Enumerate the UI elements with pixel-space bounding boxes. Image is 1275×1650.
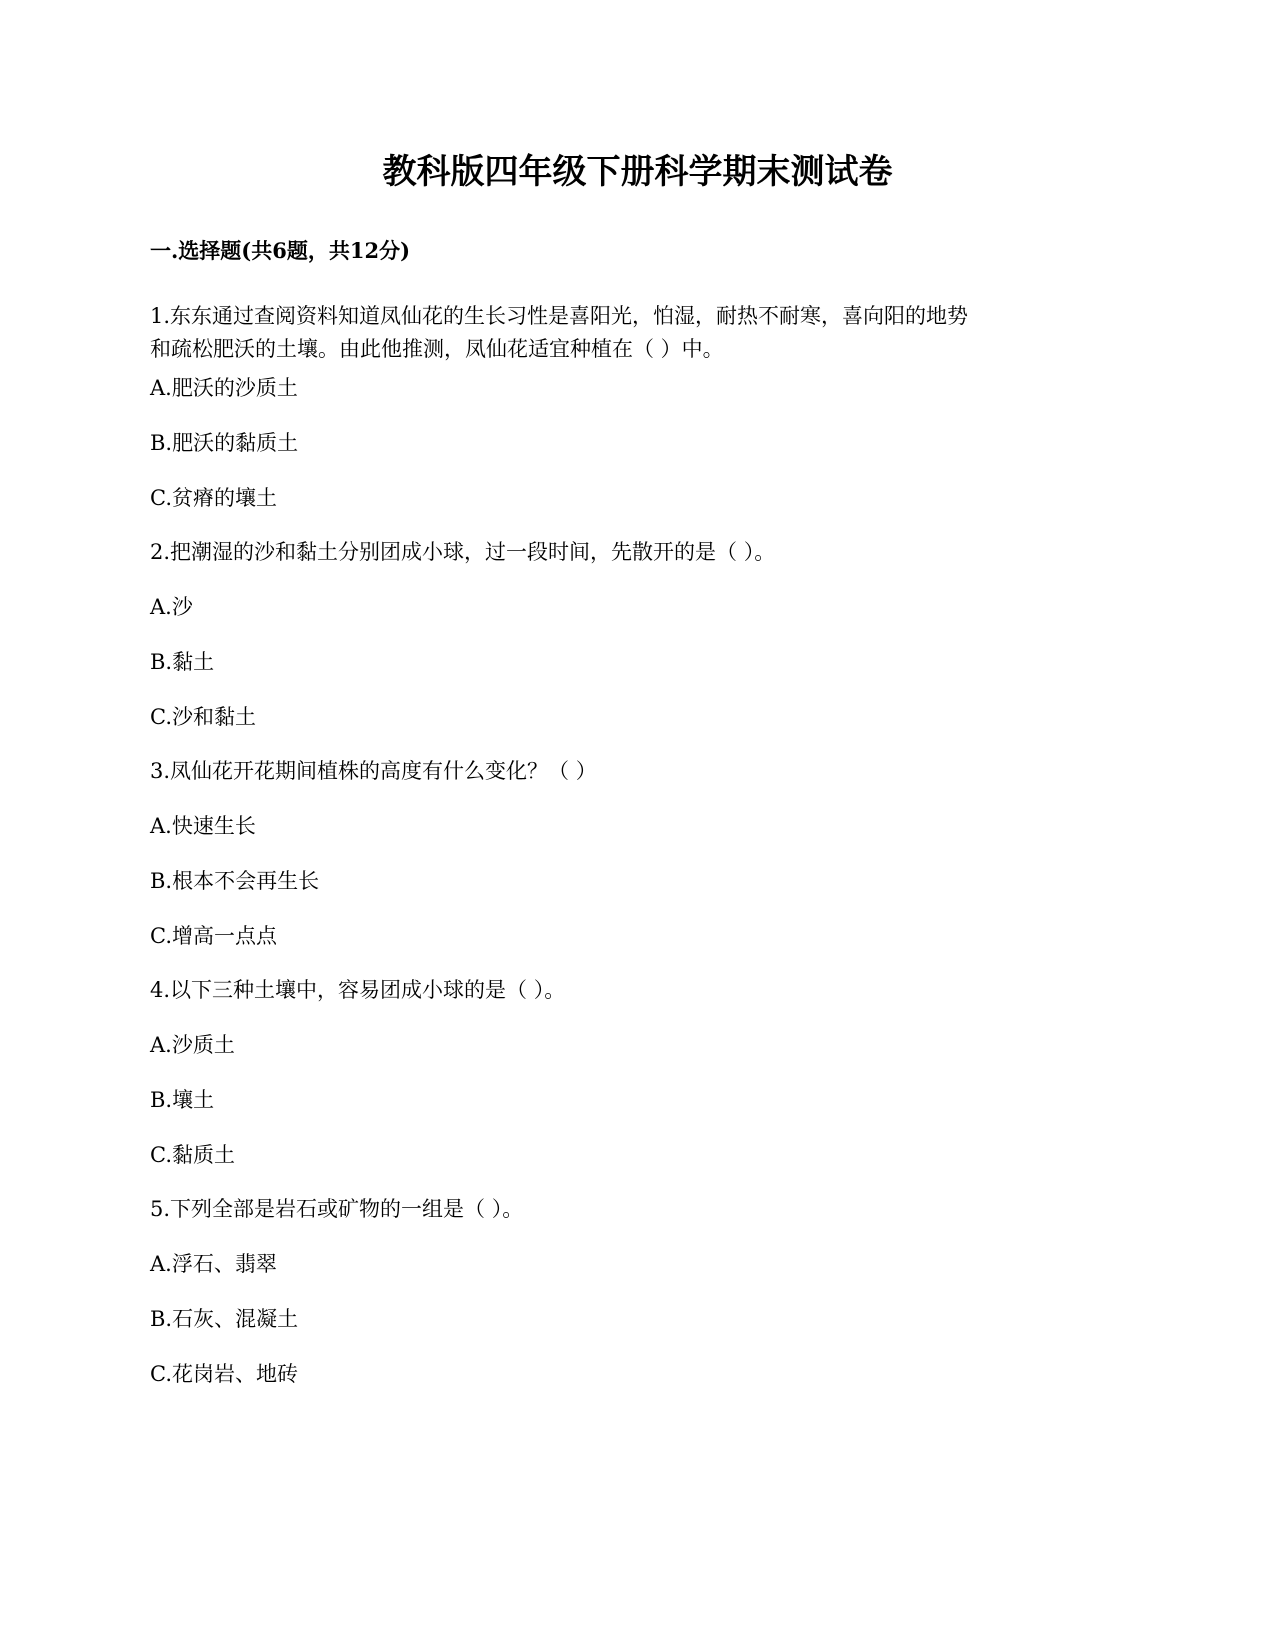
question-1-stem-line-1: 1.东东通过查阅资料知道凤仙花的生长习性是喜阳光，怕湿，耐热不耐寒，喜向阳的地势 xyxy=(150,304,969,328)
question-5-stem: 5.下列全部是岩石或矿物的一组是（ ）。 xyxy=(150,1197,524,1221)
section-heading: 一.选择题(共6题，共12分) xyxy=(150,238,411,263)
question-2-stem: 2.把潮湿的沙和黏土分别团成小球，过一段时间，先散开的是（ ）。 xyxy=(150,540,776,564)
question-1-option-b: B.肥沃的黏质土 xyxy=(150,431,299,455)
question-4-option-c: C.黏质土 xyxy=(150,1143,235,1167)
question-3-stem: 3.凤仙花开花期间植株的高度有什么变化？（ ） xyxy=(150,759,597,783)
question-1-option-a: A.肥沃的沙质土 xyxy=(150,376,298,400)
question-4-option-a: A.沙质土 xyxy=(150,1033,235,1057)
page-title: 教科版四年级下册科学期末测试卷 xyxy=(382,152,893,192)
question-3-option-b: B.根本不会再生长 xyxy=(150,869,320,893)
question-5-option-c: C.花岗岩、地砖 xyxy=(150,1362,298,1386)
question-2-option-a: A.沙 xyxy=(150,595,193,619)
question-1-option-c: C.贫瘠的壤土 xyxy=(150,486,277,510)
question-5-option-a: A.浮石、翡翠 xyxy=(150,1252,277,1276)
question-1-stem-line-2: 和疏松肥沃的土壤。由此他推测，凤仙花适宜种植在（ ）中。 xyxy=(150,337,724,361)
question-2-option-b: B.黏土 xyxy=(150,650,215,674)
question-2-option-c: C.沙和黏土 xyxy=(150,705,256,729)
question-4-stem: 4.以下三种土壤中，容易团成小球的是（ ）。 xyxy=(150,978,566,1002)
question-3-option-a: A.快速生长 xyxy=(150,814,256,838)
question-4-option-b: B.壤土 xyxy=(150,1088,215,1112)
question-5-option-b: B.石灰、混凝土 xyxy=(150,1307,299,1331)
question-3-option-c: C.增高一点点 xyxy=(150,924,277,948)
